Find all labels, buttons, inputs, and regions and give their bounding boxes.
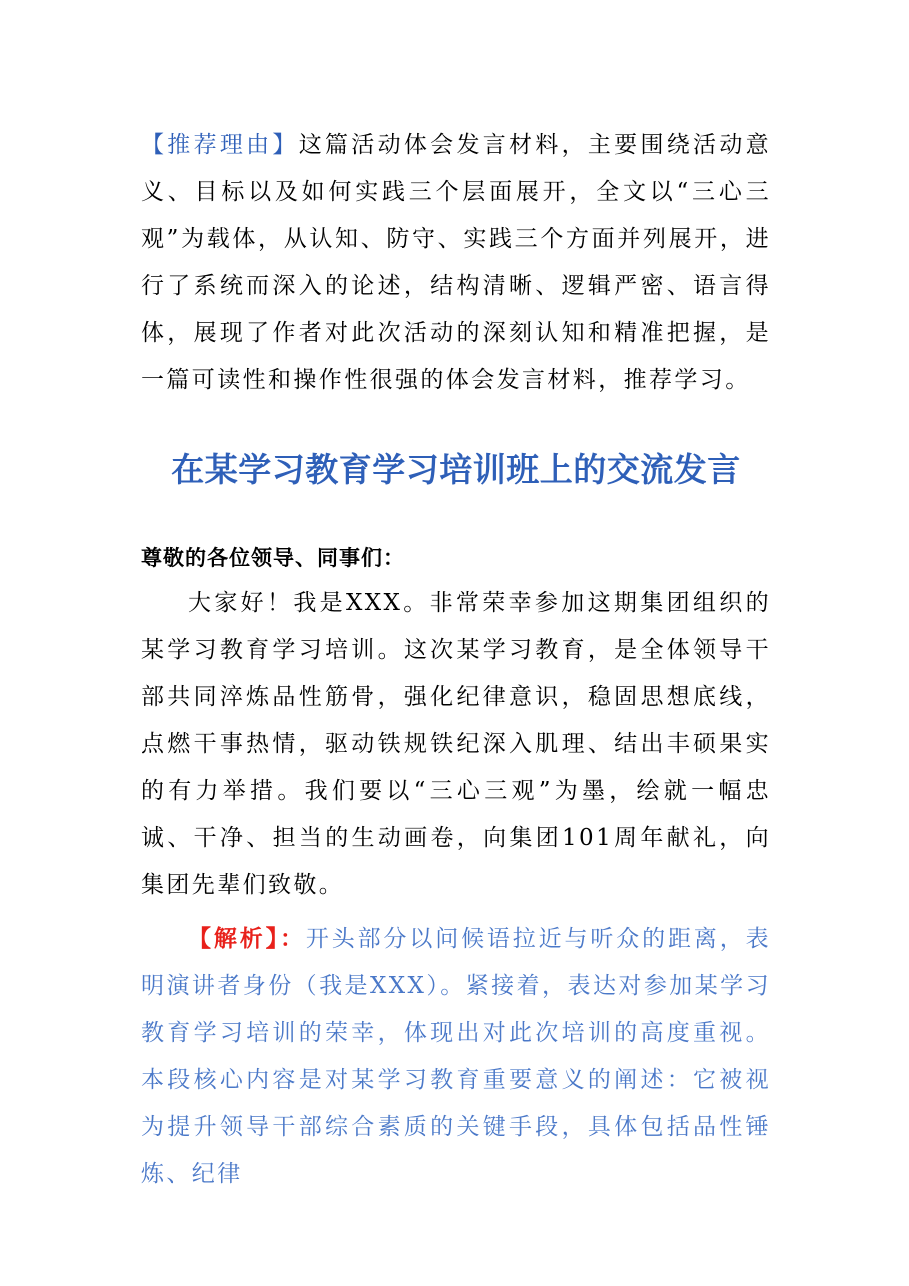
recommendation-paragraph [141, 122, 771, 404]
spacer [141, 404, 771, 446]
recommendation-text: 这篇活动体会发言材料，主要围绕活动意义、目标以及如何实践三个层面展开，全文以“三心三观”为载体，从认知、防守、实践三个方面并列展开，进行了系统而深入的论述，结构清晰、逻辑严密、语言得体，展现了作者对此次活动的深刻认知和精准把握，是一篇可读性和操作性很强的体会发言材料，推荐学习。 [141, 132, 772, 393]
spacer [141, 494, 771, 540]
analysis-paragraph [141, 915, 771, 1198]
body-paragraph: 大家好！我是XXX。非常荣幸参加这期集团组织的某学习教育学习培训。这次某学习教育，是全体领导干部共同淬炼品性筋骨，强化纪律意识，稳固思想底线，点燃干事热情，驱动铁规铁纪深入肌理、结出丰硕果实的有力举措。我们要以“三心三观”为墨，绘就一幅忠诚、干净、担当的生动画卷，向集团101周年献礼，向集团先辈们致敬。 [141, 590, 771, 898]
analysis-colon: ： [279, 925, 306, 952]
document-title: 在某学习教育学习培训班上的交流发言 [171, 450, 741, 489]
document-content [141, 122, 771, 1198]
analysis-tag: 【解析】 [188, 926, 280, 952]
analysis-text: 开头部分以问候语拉近与听众的距离，表明演讲者身份（我是XXX）。紧接着，表达对参加某学习教育学习培训的荣幸，体现出对此次培训的高度重视。本段核心内容是对某学习教育重要意义的阐述：它被视为提升领导干部综合素质的关键手段，具体包括品性锤炼、纪律 [141, 926, 772, 1187]
greeting: 尊敬的各位领导、同事们： [141, 546, 405, 570]
recommendation-tag: 【推荐理由】 [141, 132, 299, 158]
